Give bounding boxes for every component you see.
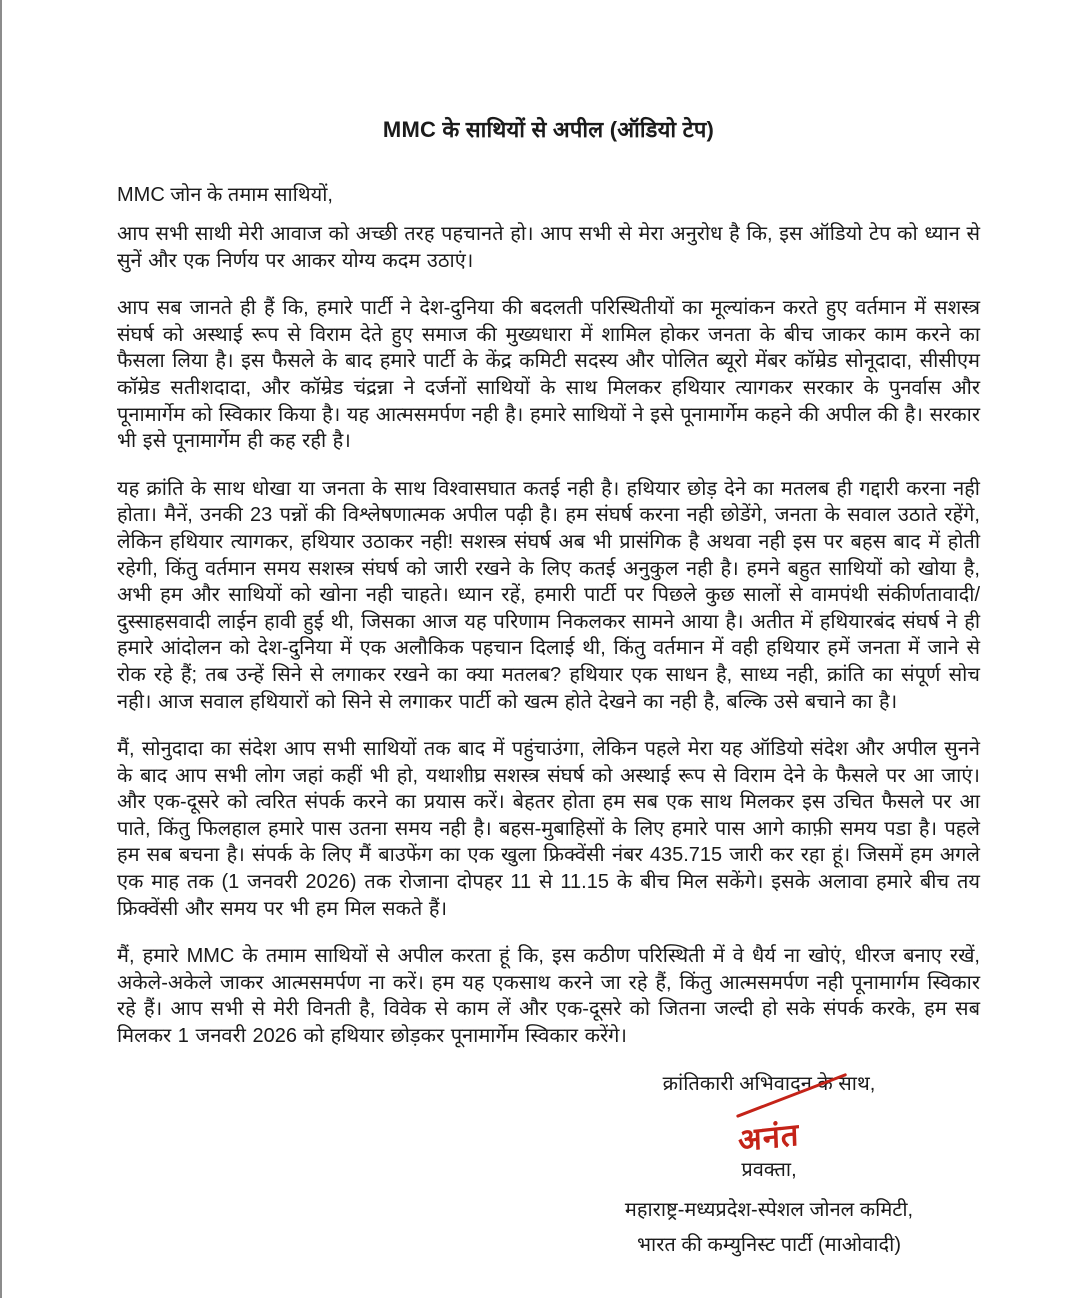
- signature: [679, 1107, 859, 1159]
- org-name-line1: महाराष्ट्र-मध्यप्रदेश-स्पेशल जोनल कमिटी,: [624, 1198, 914, 1221]
- salutation: MMC जोन के तमाम साथियों,: [117, 184, 333, 206]
- closing-salute: क्रांतिकारी अभिवादन के साथ,: [662, 1072, 876, 1095]
- paragraph-2: आप सब जानते ही हैं कि, हमारे पार्टी ने देश-दुनिया की बदलती परिस्थितीयों का मूल्यांकन करते हुए वर्तमान में सशस्त्र संघर्ष को अस्थाई रूप से विराम देते हुए समाज की मुख्यधारा में शामिल होकर जनता के बीच जाकर काम करने का फैसला लिया है। इस फैसले के बाद हमारे पार्टी के केंद्र कमिटी सदस्य और पोलित ब्यूरो मेंबर कॉम्रेड सोनूदादा, सीसीएम कॉम्रेड सतीशदादा, और कॉम्रेड चंद्रन्ना ने दर्जनों साथियों के साथ मिलकर हथियार त्यागकर सरकार के पुनर्वास और पूनामार्गेम को स्विकार किया है। यह आत्मसमर्पण नही है। हमारे साथियों ने इसे पूनामार्गेम कहने की अपील की है। सरकार भी इसे पूनामार्गेम ही कह रही है।: [117, 297, 980, 453]
- paragraph-4: मैं, सोनुदादा का संदेश आप सभी साथियों तक बाद में पहुंचाउंगा, लेकिन पहले मेरा यह ऑडियो संदेश और अपील सुनने के बाद आप सभी लोग जहां कहीं भी हो, यथाशीघ्र सशस्त्र संघर्ष को अस्थाई रूप से विराम देने के फैसले पर आ जाएं। और एक-दूसरे को त्वरित संपर्क करने का प्रयास करें। बेहतर होता हम सब एक साथ मिलकर इस उचित फैसले पर आ पाते, किंतु फिलहाल हमारे पास उतना समय नही है। बहस-मुबाहिसों के लिए हमारे पास आगे काफ़ी समय पडा है। पहले हम सब बचना है। संपर्क के लिए मैं बाउफेंग का एक खुला फ्रिक्वेंसी नंबर 435.715 जारी कर रहा हूं। जिसमें हम अगले एक माह तक (1 जनवरी 2026) तक रोजाना दोपहर 11 से 11.15 के बीच मिल सकेंगे। इसके अलावा हमारे बीच तय फ्रिक्वेंसी और समय पर भी हम मिल सकते हैं।: [117, 738, 980, 920]
- signature-handwritten-text: अनंत: [737, 1116, 801, 1158]
- scan-edge-line: [0, 0, 2, 1298]
- paragraph-3: यह क्रांति के साथ धोखा या जनता के साथ विश्वासघात कतई नही है। हथियार छोड़ देने का मतलब ही गद्दारी करना नही होता। मैनें, उनकी 23 पन्नों की विश्लेषणात्मक अपील पढ़ी है। हम संघर्ष करना नही छोडेंगे, जनता के सवाल उठाते रहेंगे, लेकिन हथियार त्यागकर, हथियार उठाकर नही! सशस्त्र संघर्ष अब भी प्रासंगिक है अथवा नही इस पर बहस बाद में होती रहेगी, किंतु वर्तमान समय सशस्त्र संघर्ष को जारी रखने के लिए कतई अनुकुल नही है। हमने बहुत साथियों को खोया है, अभी हम और साथियों को खोना नही चाहते। ध्यान रहें, हमारी पार्टी पर पिछले कुछ सालों से वामपंथी संकीर्णतावादी/दुस्साहसवादी लाईन हावी हुई थी, जिसका आज यह परिणाम निकलकर सामने आया है। अतीत में हथियारबंद संघर्ष ने ही हमारे आंदोलन को देश-दुनिया में एक अलौकिक पहचान दिलाई थी, किंतु वर्तमान में वही हथियार हमें जनता में जाने से रोक रहे हैं; तब उन्हें सिने से लगाकर रखने का क्या मतलब? हथियार एक साधन है, साध्य नही, क्रांति का संपूर्ण सोच नही। आज सवाल हथियारों को सिने से लगाकर पार्टी को खत्म होते देखने का नही है, बल्कि उसे बचाने का है।: [117, 477, 980, 713]
- spokesperson-designation: प्रवक्ता,: [741, 1158, 797, 1181]
- paragraph-1: आप सभी साथी मेरी आवाज को अच्छी तरह पहचानते हो। आप सभी से मेरा अनुरोध है कि, इस ऑडियो टेप को ध्यान से सुनें और एक निर्णय पर आकर योग्य कदम उठाएं।: [117, 223, 980, 272]
- paragraph-5: मैं, हमारे MMC के तमाम साथियों से अपील करता हूं कि, इस कठीण परिस्थिती में वे धैर्य ना खोएं, धीरज बनाए रखें, अकेले-अकेले जाकर आत्मसमर्पण ना करें। हम यह एकसाथ करने जा रहे हैं, किंतु आत्मसमर्पण नही पूनामार्गम स्विकार रहे हैं। आप सभी से मेरी विनती है, विवेक से काम लें और एक-दूसरे को जितना जल्दी हो सके संपर्क करके, हम सब मिलकर 1 जनवरी 2026 को हथियार छोड़कर पूनामार्गेम स्विकार करेंगे।: [117, 945, 980, 1048]
- closing-block: [584, 1071, 954, 1258]
- document-title: MMC के साथियों से अपील (ऑडियो टेप): [382, 117, 715, 142]
- org-name-line2: भारत की कम्युनिस्ट पार्टी (माओवादी): [636, 1233, 901, 1256]
